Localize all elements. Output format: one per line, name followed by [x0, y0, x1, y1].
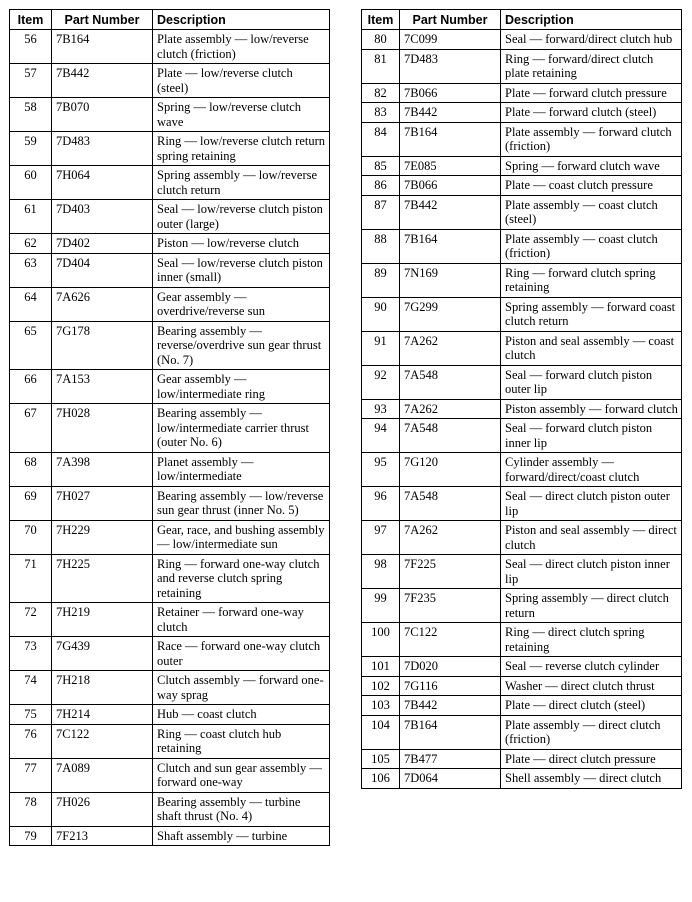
part-number: 7H218	[52, 671, 153, 705]
part-number: 7G116	[400, 676, 501, 696]
parts-table-left	[9, 9, 330, 846]
item-number: 63	[10, 253, 52, 287]
item-number: 61	[10, 200, 52, 234]
part-number: 7A548	[400, 365, 501, 399]
item-number: 57	[10, 64, 52, 98]
description: Plate assembly — direct clutch (friction)	[501, 715, 682, 749]
item-number: 73	[10, 637, 52, 671]
part-number: 7D402	[52, 234, 153, 254]
table-row	[362, 30, 682, 50]
table-row	[10, 671, 330, 705]
table-row	[10, 253, 330, 287]
description-header: Description	[501, 10, 682, 30]
item-number: 106	[362, 769, 400, 789]
table-row	[10, 554, 330, 603]
description: Clutch assembly — forward one-way sprag	[153, 671, 330, 705]
description: Plate assembly — coast clutch (steel)	[501, 195, 682, 229]
table-row	[10, 724, 330, 758]
part-number: 7C099	[400, 30, 501, 50]
description: Plate — direct clutch pressure	[501, 749, 682, 769]
description: Spring assembly — forward coast clutch return	[501, 297, 682, 331]
table-row	[10, 64, 330, 98]
item-number: 65	[10, 321, 52, 370]
item-header: Item	[362, 10, 400, 30]
table-row	[362, 176, 682, 196]
table-row	[10, 452, 330, 486]
description: Ring — coast clutch hub retaining	[153, 724, 330, 758]
part-number: 7H027	[52, 486, 153, 520]
item-number: 90	[362, 297, 400, 331]
table-row	[10, 826, 330, 846]
description: Piston and seal assembly — direct clutch	[501, 521, 682, 555]
table-row	[362, 156, 682, 176]
description: Plate assembly — coast clutch (friction)	[501, 229, 682, 263]
part-number: 7D020	[400, 657, 501, 677]
item-number: 103	[362, 696, 400, 716]
table-row	[10, 321, 330, 370]
item-number: 67	[10, 404, 52, 453]
part-number: 7A262	[400, 331, 501, 365]
table-row	[10, 758, 330, 792]
item-number: 102	[362, 676, 400, 696]
part-number: 7B442	[400, 696, 501, 716]
part-number: 7B442	[400, 195, 501, 229]
part-number: 7G120	[400, 453, 501, 487]
description: Seal — low/reverse clutch piston inner (small)	[153, 253, 330, 287]
description: Seal — reverse clutch cylinder	[501, 657, 682, 677]
description: Seal — low/reverse clutch piston outer (large)	[153, 200, 330, 234]
part-number: 7B164	[400, 229, 501, 263]
item-number: 88	[362, 229, 400, 263]
part-number: 7F225	[400, 555, 501, 589]
table-row	[10, 370, 330, 404]
part-number: 7H219	[52, 603, 153, 637]
item-number: 84	[362, 122, 400, 156]
table-row	[362, 623, 682, 657]
item-number: 62	[10, 234, 52, 254]
description: Spring — low/reverse clutch wave	[153, 98, 330, 132]
table-row	[10, 705, 330, 725]
part-number: 7A626	[52, 287, 153, 321]
part-number: 7B477	[400, 749, 501, 769]
item-number: 89	[362, 263, 400, 297]
description: Gear, race, and bushing assembly — low/intermediate sun	[153, 520, 330, 554]
part-number: 7C122	[52, 724, 153, 758]
item-number: 64	[10, 287, 52, 321]
part-number: 7H214	[52, 705, 153, 725]
part-number: 7G299	[400, 297, 501, 331]
table-row	[362, 195, 682, 229]
part-number: 7F213	[52, 826, 153, 846]
table-row	[362, 103, 682, 123]
description: Ring — forward/direct clutch plate retaining	[501, 49, 682, 83]
parts-table-right	[361, 9, 682, 789]
item-number: 97	[362, 521, 400, 555]
item-number: 99	[362, 589, 400, 623]
item-number: 71	[10, 554, 52, 603]
table-row	[10, 603, 330, 637]
item-number: 58	[10, 98, 52, 132]
item-number: 75	[10, 705, 52, 725]
description: Ring — direct clutch spring retaining	[501, 623, 682, 657]
part-number: 7G178	[52, 321, 153, 370]
description: Piston and seal assembly — coast clutch	[501, 331, 682, 365]
description: Spring assembly — low/reverse clutch return	[153, 166, 330, 200]
table-row	[362, 657, 682, 677]
description: Clutch and sun gear assembly — forward one-way	[153, 758, 330, 792]
description: Shaft assembly — turbine	[153, 826, 330, 846]
item-number: 66	[10, 370, 52, 404]
description: Plate — direct clutch (steel)	[501, 696, 682, 716]
item-number: 83	[362, 103, 400, 123]
header-row	[10, 10, 330, 30]
description: Race — forward one-way clutch outer	[153, 637, 330, 671]
part-number: 7N169	[400, 263, 501, 297]
table-row	[10, 132, 330, 166]
part-number: 7B066	[400, 176, 501, 196]
table-row	[362, 749, 682, 769]
part-number: 7B164	[400, 122, 501, 156]
table-row	[10, 404, 330, 453]
item-number: 79	[10, 826, 52, 846]
part-number: 7E085	[400, 156, 501, 176]
description: Plate assembly — forward clutch (friction)	[501, 122, 682, 156]
item-number: 76	[10, 724, 52, 758]
description: Ring — forward clutch spring retaining	[501, 263, 682, 297]
table-row	[10, 792, 330, 826]
table-row	[362, 696, 682, 716]
item-number: 78	[10, 792, 52, 826]
description: Ring — low/reverse clutch return spring retaining	[153, 132, 330, 166]
description: Plate — low/reverse clutch (steel)	[153, 64, 330, 98]
description: Plate — forward clutch pressure	[501, 83, 682, 103]
item-number: 70	[10, 520, 52, 554]
table-row	[362, 555, 682, 589]
item-number: 87	[362, 195, 400, 229]
description: Seal — forward/direct clutch hub	[501, 30, 682, 50]
item-number: 105	[362, 749, 400, 769]
item-number: 85	[362, 156, 400, 176]
description: Bearing assembly — low/intermediate carrier thrust (outer No. 6)	[153, 404, 330, 453]
description: Planet assembly — low/intermediate	[153, 452, 330, 486]
table-row	[10, 166, 330, 200]
description: Plate assembly — low/reverse clutch (friction)	[153, 30, 330, 64]
table-row	[362, 297, 682, 331]
part-number: 7B442	[52, 64, 153, 98]
item-number: 81	[362, 49, 400, 83]
description: Piston assembly — forward clutch	[501, 399, 682, 419]
part-number: 7A153	[52, 370, 153, 404]
part-number: 7H064	[52, 166, 153, 200]
part-number: 7B066	[400, 83, 501, 103]
part-number: 7A262	[400, 521, 501, 555]
table-row	[10, 234, 330, 254]
description: Plate — forward clutch (steel)	[501, 103, 682, 123]
description: Bearing assembly — low/reverse sun gear thrust (inner No. 5)	[153, 486, 330, 520]
table-row	[10, 520, 330, 554]
item-number: 59	[10, 132, 52, 166]
table-row	[10, 200, 330, 234]
item-number: 56	[10, 30, 52, 64]
table-row	[362, 122, 682, 156]
table-row	[362, 49, 682, 83]
table-row	[362, 229, 682, 263]
item-number: 74	[10, 671, 52, 705]
item-number: 68	[10, 452, 52, 486]
table-row	[10, 486, 330, 520]
part-number-header: Part Number	[52, 10, 153, 30]
item-number: 104	[362, 715, 400, 749]
description: Retainer — forward one-way clutch	[153, 603, 330, 637]
description: Plate — coast clutch pressure	[501, 176, 682, 196]
table-row	[362, 365, 682, 399]
description: Piston — low/reverse clutch	[153, 234, 330, 254]
description: Gear assembly — overdrive/reverse sun	[153, 287, 330, 321]
table-row	[362, 769, 682, 789]
part-number: 7C122	[400, 623, 501, 657]
part-number: 7F235	[400, 589, 501, 623]
part-number: 7A548	[400, 419, 501, 453]
part-number: 7A262	[400, 399, 501, 419]
part-number: 7B070	[52, 98, 153, 132]
table-row	[362, 676, 682, 696]
description: Ring — forward one-way clutch and reverse clutch spring retaining	[153, 554, 330, 603]
part-number: 7A398	[52, 452, 153, 486]
table-row	[362, 487, 682, 521]
part-number: 7H026	[52, 792, 153, 826]
item-number: 77	[10, 758, 52, 792]
table-row	[362, 83, 682, 103]
item-number: 86	[362, 176, 400, 196]
description: Gear assembly — low/intermediate ring	[153, 370, 330, 404]
item-number: 94	[362, 419, 400, 453]
item-header: Item	[10, 10, 52, 30]
item-number: 98	[362, 555, 400, 589]
table-row	[10, 287, 330, 321]
item-number: 91	[362, 331, 400, 365]
part-number: 7B164	[400, 715, 501, 749]
description-header: Description	[153, 10, 330, 30]
item-number: 95	[362, 453, 400, 487]
item-number: 92	[362, 365, 400, 399]
table-row	[362, 331, 682, 365]
table-row	[362, 419, 682, 453]
part-number: 7D064	[400, 769, 501, 789]
item-number: 82	[362, 83, 400, 103]
table-row	[10, 30, 330, 64]
part-number: 7D483	[52, 132, 153, 166]
description: Shell assembly — direct clutch	[501, 769, 682, 789]
table-row	[362, 263, 682, 297]
item-number: 101	[362, 657, 400, 677]
part-number: 7B442	[400, 103, 501, 123]
table-row	[362, 453, 682, 487]
description: Washer — direct clutch thrust	[501, 676, 682, 696]
description: Bearing assembly — reverse/overdrive sun gear thrust (No. 7)	[153, 321, 330, 370]
description: Seal — forward clutch piston outer lip	[501, 365, 682, 399]
table-row	[362, 715, 682, 749]
table-row	[362, 589, 682, 623]
description: Cylinder assembly — forward/direct/coast clutch	[501, 453, 682, 487]
part-number: 7D403	[52, 200, 153, 234]
part-number: 7G439	[52, 637, 153, 671]
part-number: 7D483	[400, 49, 501, 83]
item-number: 72	[10, 603, 52, 637]
description: Spring assembly — direct clutch return	[501, 589, 682, 623]
item-number: 100	[362, 623, 400, 657]
item-number: 60	[10, 166, 52, 200]
part-number-header: Part Number	[400, 10, 501, 30]
table-row	[10, 637, 330, 671]
item-number: 96	[362, 487, 400, 521]
table-row	[362, 521, 682, 555]
item-number: 80	[362, 30, 400, 50]
description: Seal — forward clutch piston inner lip	[501, 419, 682, 453]
part-number: 7D404	[52, 253, 153, 287]
part-number: 7H229	[52, 520, 153, 554]
part-number: 7H225	[52, 554, 153, 603]
table-row	[362, 399, 682, 419]
description: Spring — forward clutch wave	[501, 156, 682, 176]
table-row	[10, 98, 330, 132]
description: Bearing assembly — turbine shaft thrust (No. 4)	[153, 792, 330, 826]
part-number: 7B164	[52, 30, 153, 64]
part-number: 7H028	[52, 404, 153, 453]
part-number: 7A548	[400, 487, 501, 521]
description: Seal — direct clutch piston inner lip	[501, 555, 682, 589]
description: Seal — direct clutch piston outer lip	[501, 487, 682, 521]
header-row	[362, 10, 682, 30]
description: Hub — coast clutch	[153, 705, 330, 725]
item-number: 69	[10, 486, 52, 520]
part-number: 7A089	[52, 758, 153, 792]
item-number: 93	[362, 399, 400, 419]
